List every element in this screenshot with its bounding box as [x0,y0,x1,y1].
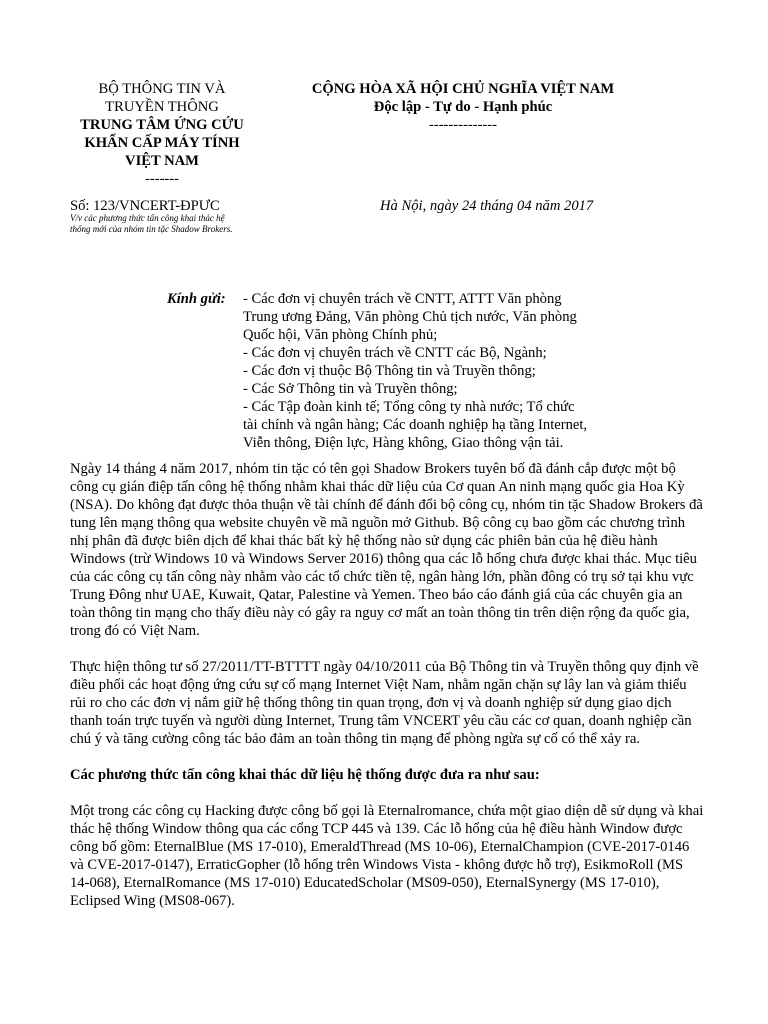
recipients-label: Kính gửi: [167,291,226,307]
recipient-line: Quốc hội, Văn phòng Chính phủ; [243,327,438,343]
center-name-line-1: TRUNG TÂM ỨNG CỨU [80,117,244,133]
subject-line-2: thống mới của nhóm tin tặc Shadow Brokers. [70,224,233,234]
recipient-line: tài chính và ngân hàng; Các doanh nghiệp hạ tầng Internet, [243,417,588,433]
recipient-line: Viễn thông, Điện lực, Hàng không, Giao thông vận tải. [243,435,564,451]
ministry-line-1: BỘ THÔNG TIN VÀ [98,81,226,97]
document-number: Số: 123/VNCERT-ĐPƯC [70,198,220,214]
center-name-line-3: VIỆT NAM [125,153,199,169]
recipients-list [243,290,613,452]
recipient-line: - Các Tập đoàn kinh tế; Tổng công ty nhà nước; Tổ chức [243,399,575,415]
national-header [268,80,658,134]
recipient-line: - Các đơn vị chuyên trách về CNTT các Bộ, Ngành; [243,345,547,361]
ministry-line-2: TRUYỀN THÔNG [105,99,219,115]
recipient-line: - Các đơn vị chuyên trách về CNTT, ATTT Văn phòng [243,291,562,307]
recipient-line: - Các đơn vị thuộc Bộ Thông tin và Truyền thông; [243,363,536,379]
issue-date: Hà Nội, ngày 24 tháng 04 năm 2017 [380,198,594,214]
section-heading: Các phương thức tấn công khai thác dữ liệu hệ thống được đưa ra như sau: [70,767,540,783]
org-separator: ------- [144,171,180,187]
recipient-line: - Các Sở Thông tin và Truyền thông; [243,381,458,397]
document-body [70,460,704,928]
paragraph-vulnerabilities: Một trong các công cụ Hacking được công bố gọi là Eternalromance, chứa một giao diện dễ sử dụng và khai thác hệ thống Window thông qua các cổng TCP 445 và 139. Các lỗ hổng của hệ điều hành Window được công bố gồm: EternalBlue (MS 17-010), EmeraldThread (MS 10-06), EternalChampion (CVE-2017-0146 và CVE-2017-0147), ErraticGopher (lỗ hổng trên Windows Vista - không được hỗ trợ), EsikmoRoll (MS 14-068), EternalRomance (MS 17-010) EducatedScholar (MS09-050), EternalSynergy (MS 17-010), Eclipsed Wing (MS08-067). [70,803,704,909]
issuing-organization [62,80,262,188]
document-subject [70,213,270,235]
nation-separator: -------------- [428,117,498,133]
subject-line-1: V/v các phương thức tấn công khai thác hệ [70,213,225,223]
recipient-line: Trung ương Đảng, Văn phòng Chủ tịch nước, Văn phòng [243,309,577,325]
paragraph-request: Thực hiện thông tư số 27/2011/TT-BTTTT ngày 04/10/2011 của Bộ Thông tin và Truyền thông quy định về điều phối các hoạt động ứng cứu sự cố mạng Internet Việt Nam, nhằm ngăn chặn sự lây lan và giảm thiểu rủi ro cho các đơn vị nắm giữ hệ thống thông tin quan trọng, đơn vị và doanh nghiệp sử dụng giao dịch thanh toán trực tuyến và người dùng Internet, Trung tâm VNCERT yêu cầu các cơ quan, doanh nghiệp cần chú ý và tăng cường công tác bảo đảm an toàn thông tin mạng để phòng ngừa sự cố có thể xảy ra. [70,659,699,747]
center-name-line-2: KHẨN CẤP MÁY TÍNH [84,135,240,151]
motto: Độc lập - Tự do - Hạnh phúc [373,99,553,115]
nation-title: CỘNG HÒA XÃ HỘI CHỦ NGHĨA VIỆT NAM [311,81,615,97]
paragraph-background: Ngày 14 tháng 4 năm 2017, nhóm tin tặc có tên gọi Shadow Brokers tuyên bố đã đánh cắp được một bộ công cụ gián điệp tấn công hệ thống nhằm khai thác dữ liệu của Cơ quan An ninh mạng quốc gia Hoa Kỳ (NSA). Do không đạt được thỏa thuận về tài chính để đánh đổi bộ công cụ, nhóm tin tặc Shadow Brokers đã tung lên mạng thông qua website chuyên về mã nguồn mở Github. Bộ công cụ bao gồm các chương trình nhị phân đã được biên dịch để khai thác bất kỳ hệ thống nào sử dụng các phiên bản của hệ điều hành Windows (trừ Windows 10 và Windows Server 2016) thông qua các lỗ hổng chưa được khai thác. Mục tiêu của các công cụ tấn công này nhằm vào các tổ chức tiền tệ, ngân hàng lớn, phần đông có trụ sở tại khu vực Trung Đông như UAE, Kuwait, Qatar, Palestine và Yemen. Theo báo cáo đánh giá của các chuyên gia an toàn thông tin mạng cho thấy điều này có gây ra nguy cơ mất an toàn thông tin trên diện rộng đa quốc gia, trong đó có Việt Nam. [70,461,703,639]
